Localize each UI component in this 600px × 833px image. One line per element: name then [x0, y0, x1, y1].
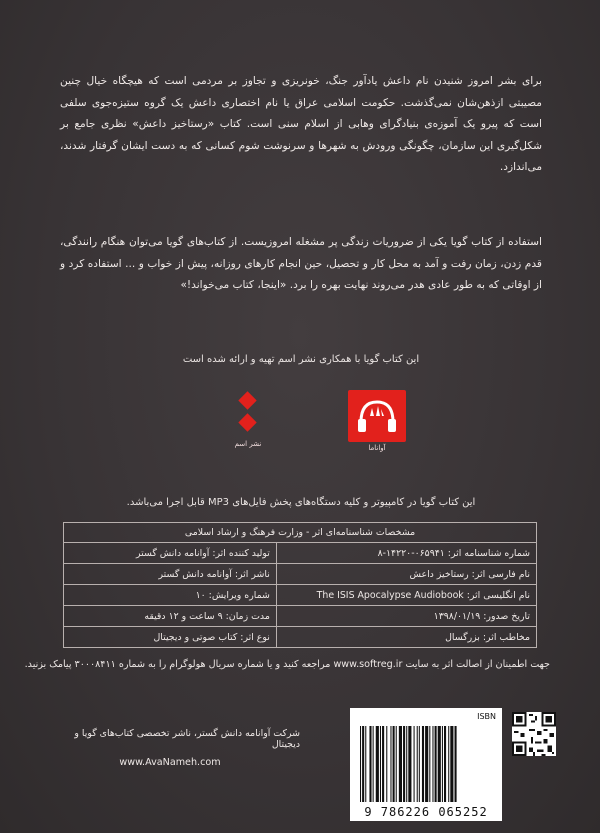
barcode-bar	[419, 726, 420, 802]
audiobook-paragraph: استفاده از کتاب گویا یکی از ضروریات زندگی پر مشغله امروزیست. از کتاب‌های گویا می‌توان هنگام رانندگی، قدم زدن، زمان رفت و آمد به محل کار و تحصیل، حین انجام کارهای روزانه، پیش از خواب و ... استفاده کرد و از اوقاتی که به طور عادی هدر می‌روند نهایت بهره را برد. «اینجا، کتاب می‌خواند!»	[60, 236, 542, 291]
table-row	[64, 606, 537, 627]
barcode-bar	[438, 726, 441, 802]
barcode-bar	[444, 726, 446, 802]
table-row	[64, 627, 537, 648]
specs-table	[63, 522, 537, 648]
table-cell: تولید کننده اثر: آوانامه دانش گستر	[64, 543, 277, 564]
barcode-bar	[432, 726, 433, 802]
barcode-bar	[396, 726, 397, 802]
barcode-bar	[360, 726, 361, 802]
gooya-logo-text: آواناما	[368, 444, 386, 452]
barcode-bar	[362, 726, 364, 802]
barcode-bar	[386, 726, 387, 802]
barcode-bar	[376, 726, 379, 802]
gooya-logo	[348, 390, 412, 454]
barcode-bar	[390, 726, 391, 802]
barcode-bar	[373, 726, 374, 802]
publisher-line: شرکت آوانامه دانش گستر، ناشر تخصصی کتاب‌های گویا و دیجیتال	[74, 728, 300, 750]
isbn-barcode	[350, 708, 502, 821]
barcode-bar	[435, 726, 437, 802]
table-row	[64, 564, 537, 585]
isbn-digits: 9 786226 065252	[364, 805, 488, 819]
table-row	[64, 543, 537, 564]
mp3-line: این کتاب گویا در کامپیوتر و کلیه دستگاه‌های پخش فایل‌های MP3 قابل اجرا می‌باشد.	[126, 497, 476, 508]
barcode-bar	[448, 726, 449, 802]
barcode-bars	[360, 726, 494, 802]
barcode-bar	[417, 726, 418, 802]
barcode-bar	[403, 726, 405, 802]
isbn-label: ISBN	[477, 712, 496, 721]
barcode-bar	[414, 726, 415, 802]
intro-paragraph: برای بشر امروز شنیدن نام داعش یادآور جنگ، خونریزی و تجاوز بر مردمی است که هیچگاه خیال چنین مصیبتی ازذهن‌شان نمی‌گذشت. حکومت اسلامی عراق یا نام اختصاری داعش یک گروه ستیزه‌جوی سلفی است که پیرو یک آموزه‌ی بنیادگرای وهابی از اسلام سنی است. کتاب «رستاخیز داعش» نظری جامع بر شکل‌گیری این سازمان، چگونگی ورودش به شهرها و سرنوشت شوم کسانی که به دست ایشان گرفتار شدند، می‌اندازد.	[60, 75, 542, 173]
qr-code[interactable]	[512, 712, 556, 756]
table-row	[64, 585, 537, 606]
barcode-bar	[365, 726, 366, 802]
esm-logo-text: نشر اسم	[234, 440, 262, 448]
website-link[interactable]: www.AvaNameh.com	[119, 757, 221, 768]
barcode-bar	[408, 726, 411, 802]
barcode-bar	[393, 726, 395, 802]
barcode-bar	[429, 726, 430, 802]
table-cell: نام انگلیسی اثر: The ISIS Apocalypse Audiobook	[276, 585, 536, 606]
table-cell: شماره شناسنامه اثر: ۰۶۵۹۴۱-۱۴۲۲۰-۸	[276, 543, 536, 564]
barcode-bar	[425, 726, 428, 802]
specs-header: مشخصات شناسنامه‌ای اثر - وزارت فرهنگ و ارشاد اسلامی	[64, 523, 537, 543]
barcode-bar	[382, 726, 384, 802]
esm-logo	[228, 392, 268, 454]
diamond-icon	[238, 413, 256, 431]
authenticity-line: جهت اطمینان از اصالت اثر به سایت www.softreg.ir مراجعه کنید و یا شماره سریال هولوگرام را به شماره ۳۰۰۰۸۴۱۱ پیامک بزنید.	[24, 659, 550, 670]
diamond-icon	[238, 391, 256, 409]
barcode-bar	[450, 726, 453, 802]
table-cell: تاریخ صدور: ۱۳۹۸/۰۱/۱۹	[276, 606, 536, 627]
headphones-icon	[348, 390, 406, 442]
barcode-bar	[406, 726, 407, 802]
cooperation-line: این کتاب گویا با همکاری نشر اسم تهیه و ارائه شده است	[182, 354, 420, 365]
barcode-bar	[369, 726, 371, 802]
table-cell: نام فارسی اثر: رستاخیز داعش	[276, 564, 536, 585]
barcode-bar	[422, 726, 424, 802]
barcode-bar	[380, 726, 381, 802]
table-cell: ناشر اثر: آوانامه دانش گستر	[64, 564, 277, 585]
barcode-bar	[455, 726, 457, 802]
table-cell: نوع اثر: کتاب صوتی و دیجیتال	[64, 627, 277, 648]
barcode-bar	[399, 726, 402, 802]
table-cell: شماره ویرایش: ۱۰	[64, 585, 277, 606]
table-cell: مخاطب اثر: بزرگسال	[276, 627, 536, 648]
barcode-bar	[442, 726, 443, 802]
table-cell: مدت زمان: ۹ ساعت و ۱۲ دقیقه	[64, 606, 277, 627]
